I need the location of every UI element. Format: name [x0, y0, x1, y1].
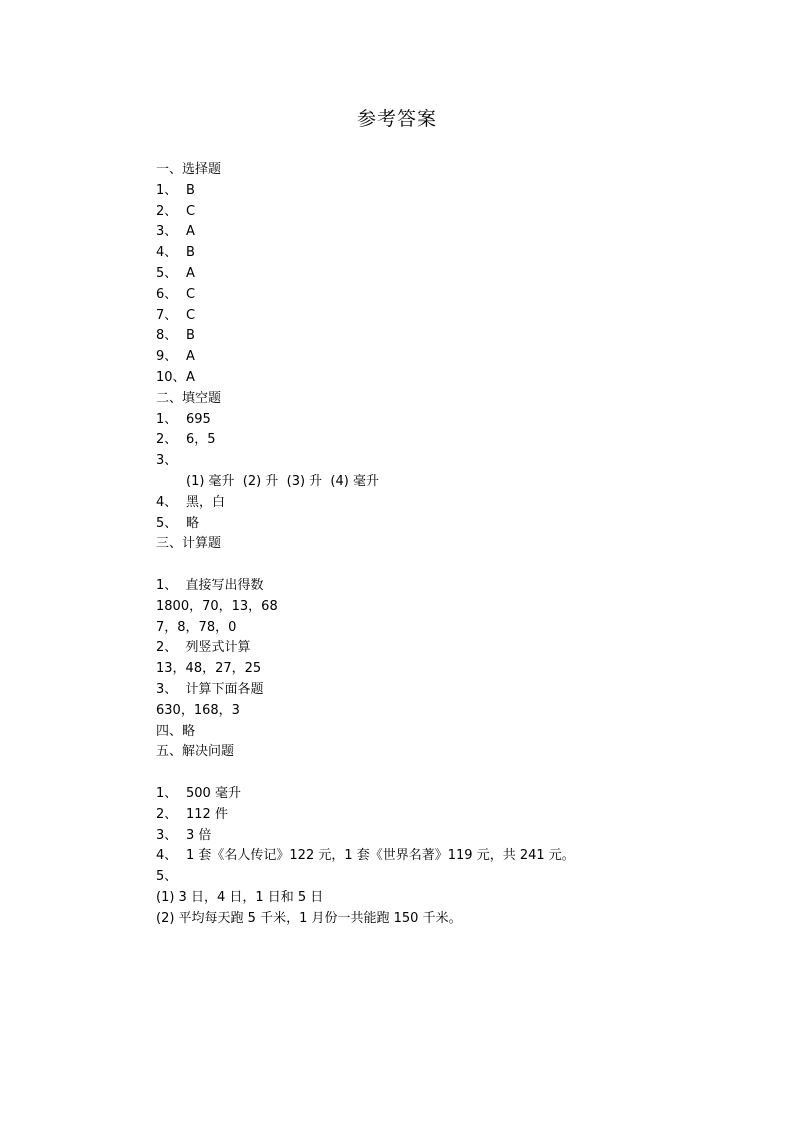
answer-subline: (2) 平均每天跑 5 千米，1 月份一共能跑 150 千米。: [156, 910, 462, 926]
item-answer: B: [186, 182, 195, 198]
answer-subline: (1) 3 日，4 日，1 日和 5 日: [156, 889, 324, 905]
item-answer: 695: [186, 411, 211, 427]
item-number: 1、: [156, 411, 178, 427]
question-line: 1、 直接写出得数: [156, 577, 264, 593]
item-answer: C: [186, 286, 196, 302]
item-number: 2、: [156, 432, 178, 448]
answer-line: [156, 493, 716, 514]
item-number: 1、: [156, 785, 178, 801]
section-heading-problems: 五、解决问题: [156, 744, 235, 760]
question-line: 2、 列竖式计算: [156, 640, 251, 656]
answer-line: [156, 326, 716, 347]
answer-line: [156, 222, 716, 243]
blank-line: [156, 763, 716, 784]
item-number: 8、: [156, 328, 178, 344]
section-heading-omitted: 四、略: [156, 723, 196, 739]
answer-line: [156, 410, 716, 431]
item-answer: 3 倍: [186, 827, 212, 843]
item-number: 4、: [156, 848, 178, 864]
answer-line: [156, 867, 716, 888]
answer-line: [156, 285, 716, 306]
answer-line: [156, 430, 716, 451]
item-answer: C: [186, 307, 196, 323]
item-number: 9、: [156, 349, 178, 365]
item-number: 7、: [156, 307, 178, 323]
answer-line: [156, 451, 716, 472]
answer-line: [156, 368, 716, 389]
item-answer: B: [186, 328, 195, 344]
item-number: 3、: [156, 453, 178, 469]
item-answer: 1 套《名人传记》122 元，1 套《世界名著》119 元，共 241 元。: [186, 848, 575, 864]
answer-line: [156, 347, 716, 368]
answer-line: [156, 784, 716, 805]
answer-body: [156, 160, 716, 929]
item-number: 10、: [156, 369, 186, 385]
item-number: 5、: [156, 515, 178, 531]
answer-line: [156, 306, 716, 327]
question-line: 3、 计算下面各题: [156, 681, 264, 697]
answer-line: [156, 846, 716, 867]
item-number: 2、: [156, 203, 178, 219]
answer-line: [156, 243, 716, 264]
answer-subline: [156, 472, 716, 493]
item-number: 3、: [156, 224, 178, 240]
answer-line: 630，168，3: [156, 702, 240, 718]
item-number: 1、: [156, 182, 178, 198]
section-heading-choice: 一、选择题: [156, 162, 222, 177]
item-number: 2、: [156, 806, 178, 822]
blank-line: [156, 555, 716, 576]
item-number: 5、: [156, 869, 178, 885]
item-number: 4、: [156, 245, 178, 261]
item-number: 3、: [156, 827, 178, 843]
item-answer: 112 件: [186, 806, 228, 822]
answer-line: 7，8，78，0: [156, 619, 237, 635]
page-title: 参考答案: [356, 108, 437, 130]
section-heading-fill: 二、填空题: [156, 390, 222, 406]
answer-line: [156, 202, 716, 223]
answer-line: 13，48，27，25: [156, 661, 262, 677]
item-answer: B: [186, 245, 195, 261]
item-answer: A: [186, 369, 195, 385]
answer-line: [156, 514, 716, 535]
answer-line: [156, 264, 716, 285]
item-answer: 6，5: [186, 432, 216, 448]
answer-line: [156, 826, 716, 847]
item-answer: 500 毫升: [186, 785, 241, 801]
answer-line: [156, 181, 716, 202]
item-answer: C: [186, 203, 196, 219]
section-heading-calc: 三、计算题: [156, 536, 222, 552]
item-answer: 略: [186, 515, 200, 531]
item-answer: A: [186, 265, 195, 281]
answer-line: 1800，70，13，68: [156, 598, 278, 614]
item-answer: A: [186, 224, 195, 240]
item-number: 4、: [156, 494, 178, 510]
item-number: 6、: [156, 286, 178, 302]
item-answer: 黑，白: [186, 494, 226, 510]
item-answer: A: [186, 349, 195, 365]
item-number: 5、: [156, 265, 178, 281]
item-answer: (1) 毫升 (2) 升 (3) 升 (4) 毫升: [186, 473, 379, 489]
answer-line: [156, 805, 716, 826]
